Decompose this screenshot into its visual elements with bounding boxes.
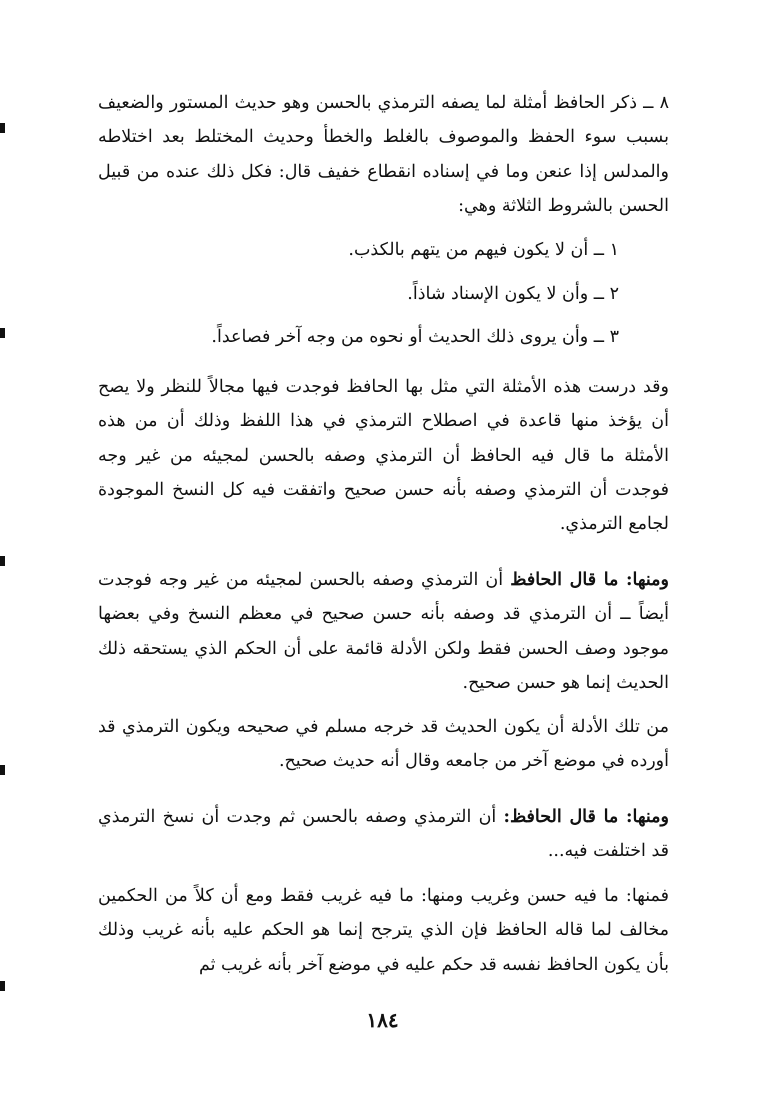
list-item: ٣ ــ وأن يروى ذلك الحديث أو نحوه من وجه آخر فصاعداً. [211,327,619,347]
paragraph-3 [98,563,669,700]
margin-mark [0,123,5,133]
margin-mark [0,981,5,991]
paragraph-4: من تلك الأدلة أن يكون الحديث قد خرجه مسلم في صحيحه ويكون الترمذي قد أورده في موضع آخر من جامعه وقال أنه حديث صحيح. [98,717,669,772]
list-item: ١ ــ أن لا يكون فيهم من يتهم بالكذب. [348,240,619,260]
paragraph-5-text: أن الترمذي وصفه بالحسن ثم وجدت أن نسخ الترمذي قد اختلفت فيه... [98,807,669,862]
margin-mark [0,765,5,775]
paragraph-3-text: أن الترمذي وصفه بالحسن لمجيئه من غير وجه فوجدت أيضاً ــ أن الترمذي قد وصفه بأنه حسن صحيح في معظم النسخ وفي بعضها موجود وصف الحسن فقط ولكن الأدلة قائمة على أن الحكم الذي يستحقه ذلك الحديث إنما هو حسن صحيح. [98,570,669,693]
paragraph-1: ٨ ــ ذكر الحافظ أمثلة لما يصفه الترمذي بالحسن وهو حديث المستور والضعيف بسبب سوء الحفظ والموصوف بالغلط والخطأ وحديث المختلط بعد اختلاطه والمدلس إذا عنعن وما في إسناده انقطاع خفيف قال: فكل ذلك عنده من قبيل الحسن بالشروط الثلاثة وهي: [98,93,669,216]
paragraph-2: وقد درست هذه الأمثلة التي مثل بها الحافظ فوجدت فيها مجالاً للنظر ولا يصح أن يؤخذ منها قاعدة في اصطلاح الترمذي في هذا اللفظ وذلك أن من هذه الأمثلة ما قال فيه الحافظ أن الترمذي وصفه بالحسن لمجيئه من غير وجه فوجدت أن الترمذي وصفه بأنه حسن صحيح واتفقت فيه كل النسخ الموجودة لجامع الترمذي. [98,377,669,535]
paragraph-5-lead: ومنها: ما قال الحافظ: [503,807,669,827]
margin-mark [0,328,5,338]
paragraph-5 [98,800,669,869]
list-item: ٢ ــ وأن لا يكون الإسناد شاذاً. [407,284,619,304]
paragraph-6: فمنها: ما فيه حسن وغريب ومنها: ما فيه غريب فقط ومع أن كلاً من الحكمين مخالف لما قاله الحافظ فإن الذي يترجح إنما هو الحكم عليه بأنه غريب وذلك بأن يكون الحافظ نفسه قد حكم عليه في موضع آخر بأنه غريب ثم [98,886,669,975]
page-number: ١٨٤ [366,1008,399,1032]
paragraph-3-lead: ومنها: ما قال الحافظ [510,570,669,590]
margin-mark [0,556,5,566]
